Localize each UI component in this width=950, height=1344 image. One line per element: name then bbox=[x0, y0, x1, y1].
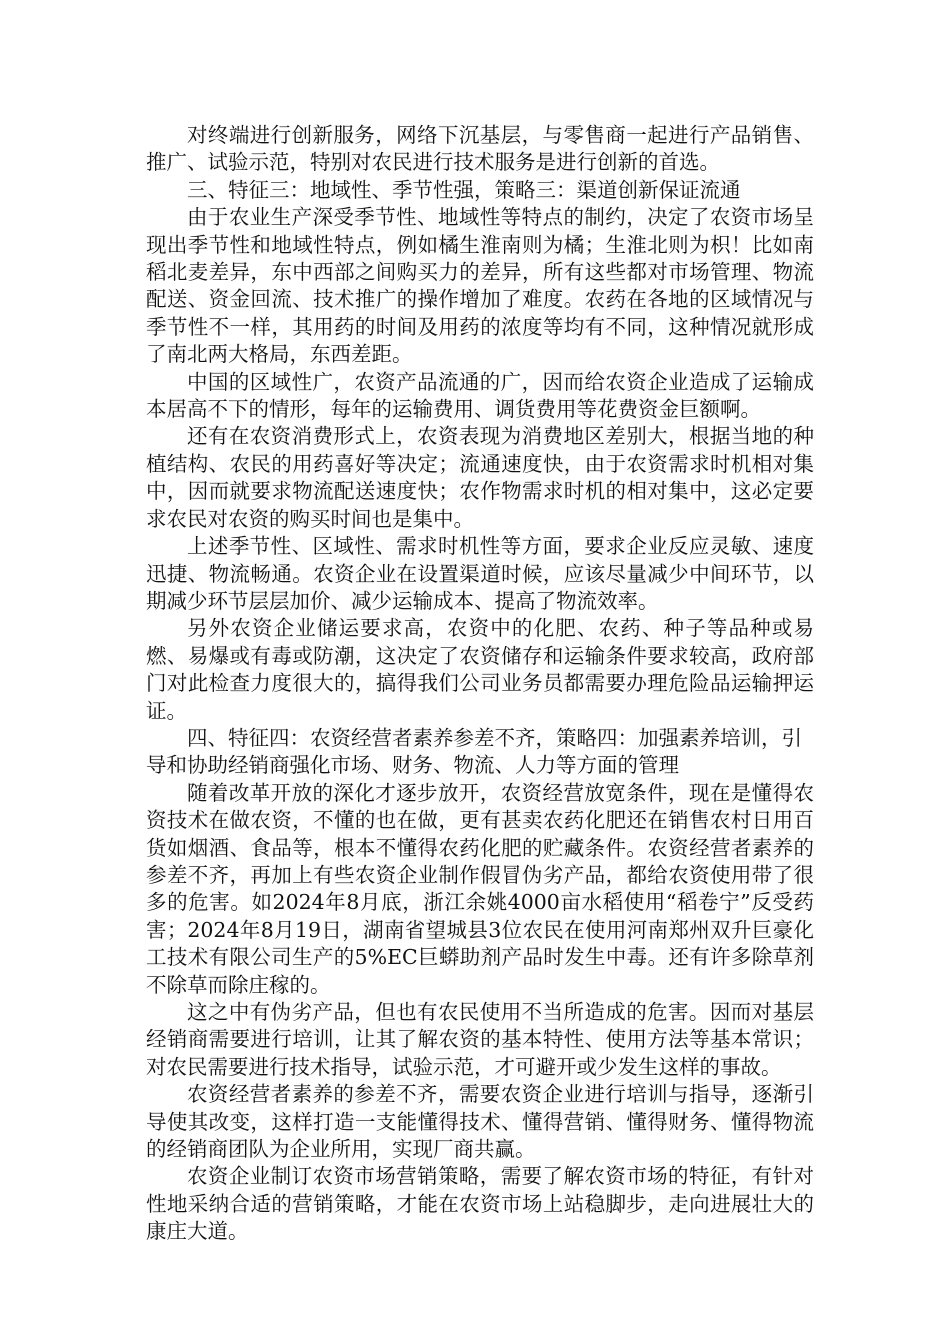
paragraph-regional-transport: 中国的区域性广，农资产品流通的广，因而给农资企业造成了运输成本居高不下的情形，每年的运输费用、调货费用等花费资金巨额啊。 bbox=[146, 369, 814, 422]
paragraph-seasonality: 由于农业生产深受季节性、地域性等特点的制约，决定了农资市场呈现出季节性和地域性特点，例如橘生淮南则为橘；生淮北则为枳！比如南稻北麦差异，东中西部之间购买力的差异，所有这些都对市场管理、物流配送、资金回流、技术推广的操作增加了难度。农药在各地的区域情况与季节性不一样，其用药的时间及用药的浓度等均有不同，这种情况就形成了南北两大格局，东西差距。 bbox=[146, 205, 814, 367]
paragraph-training-need: 这之中有伪劣产品，但也有农民使用不当所造成的危害。因而对基层经销商需要进行培训，让其了解农资的基本特性、使用方法等基本常识；对农民需要进行技术指导，试验示范，才可避开或少发生这样的事故。 bbox=[146, 1000, 814, 1079]
paragraph-storage-transport: 另外农资企业储运要求高，农资中的化肥、农药、种子等品种或易燃、易爆或有毒或防潮，这决定了农资储存和运输条件要求较高，政府部门对此检查力度很大的，搞得我们公司业务员都需要办理危险品运输押运证。 bbox=[146, 616, 814, 723]
section-heading-feature-four: 四、特征四：农资经营者素养参差不齐，策略四：加强素养培训，引导和协助经销商强化市场、财务、物流、人力等方面的管理 bbox=[146, 725, 802, 778]
paragraph-terminal-service: 对终端进行创新服务，网络下沉基层，与零售商一起进行产品销售、推广、试验示范，特别对农民进行技术服务是进行创新的首选。 bbox=[146, 123, 814, 175]
paragraph-channel-requirements: 上述季节性、区域性、需求时机性等方面，要求企业反应灵敏、速度迅捷、物流畅通。农资企业在设置渠道时候，应该尽量减少中间环节，以期减少环节层层加价、减少运输成本、提高了物流效率。 bbox=[146, 534, 814, 613]
paragraph-dealer-team: 农资经营者素养的参差不齐，需要农资企业进行培训与指导，逐渐引导使其改变，这样打造一支能懂得技术、懂得营销、懂得财务、懂得物流的经销商团队为企业所用，实现厂商共赢。 bbox=[146, 1082, 814, 1162]
section-heading-feature-three: 三、特征三：地域性、季节性强，策略三：渠道创新保证流通 bbox=[187, 177, 741, 202]
paragraph-dealer-quality: 随着改革开放的深化才逐步放开，农资经营放宽条件，现在是懂得农资技术在做农资，不懂的也在做，更有甚卖农药化肥还在销售农村日用百货如烟酒、食品等，根本不懂得农药化肥的贮藏条件。农资经营者素养的参差不齐，再加上有些农资企业制作假冒伪劣产品，都给农资使用带了很多的危害。如2024年8月底，浙江余姚4000亩水稻使用“稻卷宁”反受药害；2024年8月19日，湖南省望城县3位农民在使用河南郑州双升巨豪化工技术有限公司生产的5%EC巨蟒助剂产品时发生中毒。还有许多除草剂不除草而除庄稼的。 bbox=[146, 780, 814, 997]
paragraph-conclusion: 农资企业制订农资市场营销策略，需要了解农资市场的特征，有针对性地采纳合适的营销策略，才能在农资市场上站稳脚步，走向进展壮大的康庄大道。 bbox=[146, 1164, 814, 1244]
paragraph-consumption-form: 还有在农资消费形式上，农资表现为消费地区差别大，根据当地的种植结构、农民的用药喜好等决定；流通速度快，由于农资需求时机相对集中，因而就要求物流配送速度快；农作物需求时机的相对集中，这必定要求农民对农资的购买时间也是集中。 bbox=[146, 424, 814, 531]
document-body bbox=[146, 122, 814, 1246]
